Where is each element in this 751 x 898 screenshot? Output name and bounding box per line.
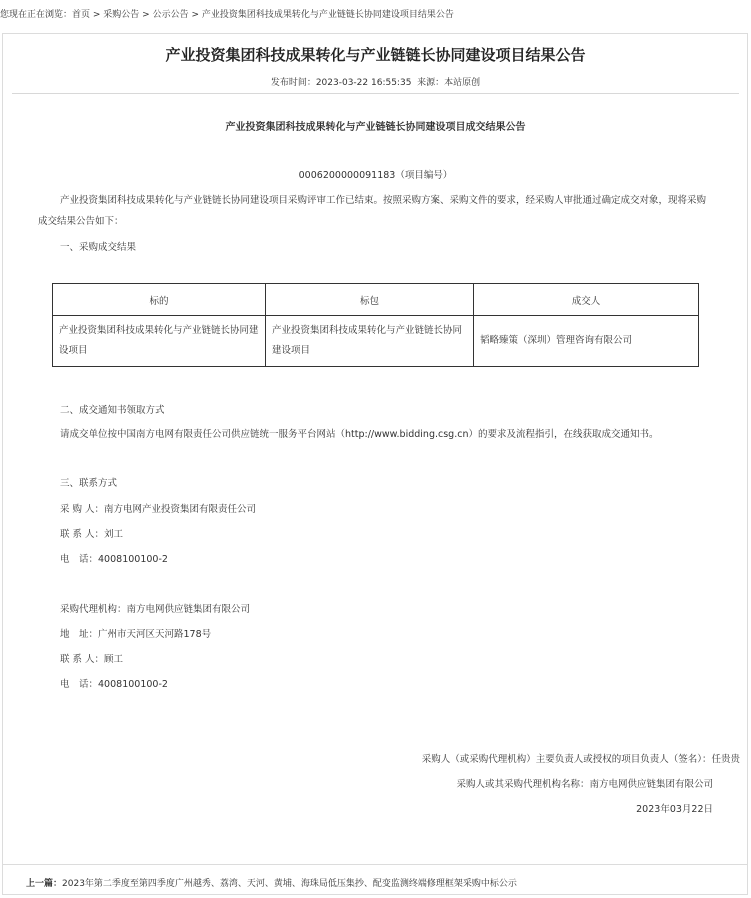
section-contact-heading: 三、联系方式 — [60, 478, 118, 489]
signature-org: 采购人或其采购代理机构名称：南方电网供应链集团有限公司 — [456, 779, 713, 790]
table-header-row — [53, 284, 699, 316]
address-label: 地 址： — [60, 629, 99, 640]
article-meta — [0, 75, 751, 88]
prev-article-link[interactable] — [26, 876, 517, 889]
content-frame — [2, 33, 748, 895]
project-number: 0006200000091183（项目编号） — [298, 170, 453, 181]
signature-line: 采购人（或采购代理机构）主要负责人或授权的项目负责人（签名）：任贵贵 — [421, 754, 740, 765]
section-notice-heading: 二、成交通知书领取方式 — [60, 405, 165, 416]
header-package: 标包 — [266, 284, 474, 316]
agency-line: 采购代理机构：南方电网供应链集团有限公司 — [60, 604, 251, 615]
agency-address — [60, 626, 211, 640]
phone-label: 电 话： — [60, 679, 99, 690]
source-label: 来源： — [417, 78, 445, 88]
page-title: 产业投资集团科技成果转化与产业链链长协同建设项目结果公告 — [165, 46, 586, 64]
footer-divider — [2, 864, 748, 865]
cell-winner: 韬略臻策（深圳）管理咨询有限公司 — [474, 316, 699, 367]
purchaser-contact: 联 系 人：刘工 — [60, 529, 124, 540]
notice-text: 请成交单位按中国南方电网有限责任公司供应链统一服务平台网站（http://www.bidding.csg.cn）的要求及流程指引，在线获取成交通知书。 — [60, 429, 659, 440]
phone-value: 4008100100-2 — [98, 554, 168, 565]
table-row — [53, 316, 699, 367]
purchaser-phone — [60, 551, 168, 565]
title-divider — [12, 93, 739, 94]
breadcrumb — [0, 0, 751, 30]
breadcrumb-procurement[interactable]: 采购公告 — [103, 10, 140, 20]
breadcrumb-separator: > — [90, 10, 104, 20]
breadcrumb-prefix: 您现在正在浏览： — [0, 10, 73, 20]
breadcrumb-separator: > — [139, 10, 153, 20]
phone-label: 电 话： — [60, 554, 99, 565]
address-value: 广州市天河区天河路178号 — [98, 629, 212, 640]
agency-phone — [60, 676, 168, 690]
purchaser-line: 采 购 人：南方电网产业投资集团有限责任公司 — [60, 504, 257, 515]
breadcrumb-current: 产业投资集团科技成果转化与产业链链长协同建设项目结果公告 — [201, 10, 454, 20]
publish-label: 发布时间： — [270, 78, 316, 88]
intro-paragraph: 产业投资集团科技成果转化与产业链链长协同建设项目采购评审工作已结束。按照采购方案、采购文件的要求，经采购人审批通过确定成交对象，现将采购成交结果公告如下： — [38, 195, 707, 227]
prev-title[interactable]: 2023年第二季度至第四季度广州越秀、荔湾、天河、黄埔、海珠局低压集抄、配变监测终端修理框架采购中标公示 — [62, 879, 517, 889]
header-subject: 标的 — [53, 284, 266, 316]
result-table — [52, 283, 699, 367]
cell-package: 产业投资集团科技成果转化与产业链链长协同建设项目 — [266, 316, 474, 367]
breadcrumb-home[interactable]: 首页 — [72, 10, 91, 20]
phone-value: 4008100100-2 — [98, 679, 168, 690]
breadcrumb-announcements[interactable]: 公示公告 — [152, 10, 189, 20]
prev-label: 上一篇： — [26, 879, 63, 889]
section-result-heading: 一、采购成交结果 — [60, 242, 137, 253]
agency-contact: 联 系 人：顾工 — [60, 654, 124, 665]
breadcrumb-separator: > — [188, 10, 202, 20]
source-value: 本站原创 — [444, 78, 481, 88]
article-subtitle: 产业投资集团科技成果转化与产业链链长协同建设项目成交结果公告 — [225, 122, 526, 133]
header-winner: 成交人 — [474, 284, 699, 316]
cell-subject: 产业投资集团科技成果转化与产业链链长协同建设项目 — [53, 316, 266, 367]
publish-time: 2023-03-22 16:55:35 — [315, 78, 412, 88]
signature-date: 2023年03月22日 — [636, 804, 713, 815]
